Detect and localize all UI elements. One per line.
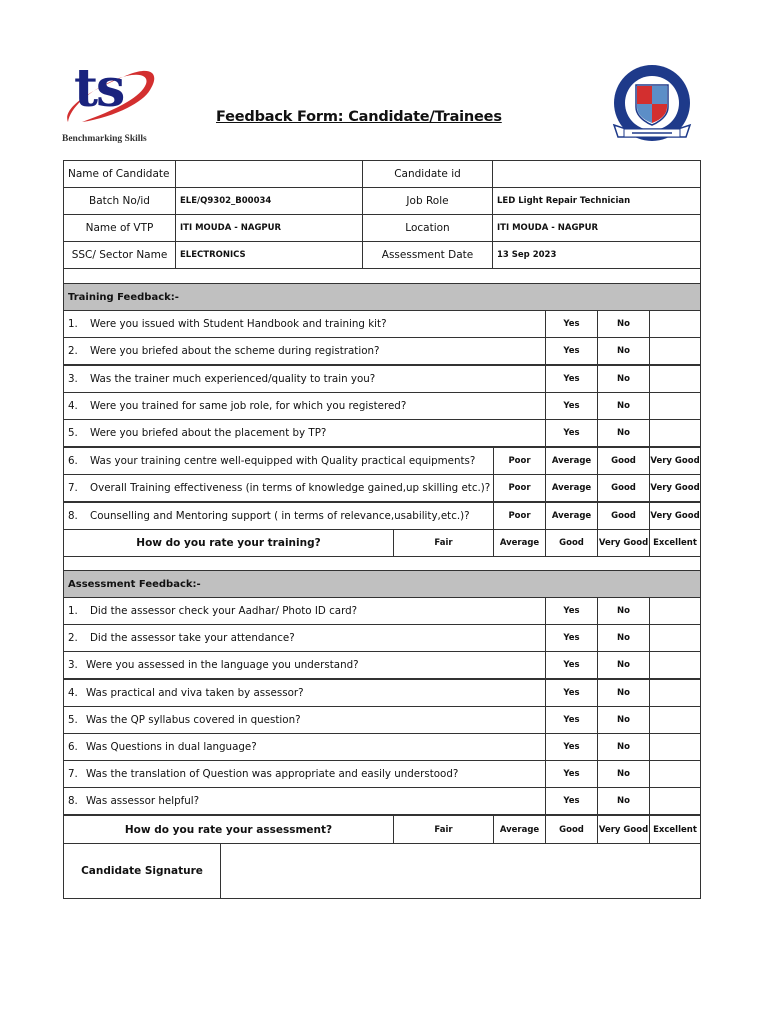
question-number: 1. [68, 318, 78, 330]
info-value-field[interactable]: 13 Sep 2023 [492, 241, 701, 269]
question-label: Was assessor helpful? [86, 795, 200, 807]
rating-question-training: How do you rate your training? [63, 529, 394, 557]
option-average[interactable]: Average [545, 502, 598, 530]
option-no[interactable]: No [597, 365, 650, 393]
option-yes[interactable]: Yes [545, 597, 598, 625]
option-yes[interactable]: Yes [545, 679, 598, 707]
option-no[interactable]: No [597, 392, 650, 420]
question-text [63, 365, 546, 393]
question-label: Was Questions in dual language? [86, 741, 257, 753]
answer-box[interactable] [649, 787, 701, 815]
info-label: Name of VTP [63, 214, 176, 242]
option-average[interactable]: Average [545, 447, 598, 475]
signature-field[interactable] [220, 843, 701, 899]
question-number: 4. [68, 400, 78, 412]
answer-box[interactable] [649, 365, 701, 393]
option-no[interactable]: No [597, 310, 650, 338]
option-no[interactable]: No [597, 733, 650, 761]
question-label: Was your training centre well-equipped with Quality practical equipments? [90, 455, 476, 467]
question-label: Did the assessor take your attendance? [90, 632, 295, 644]
answer-box[interactable] [649, 310, 701, 338]
question-label: Was the QP syllabus covered in question? [86, 714, 301, 726]
answer-box[interactable] [649, 337, 701, 365]
question-label: Overall Training effectiveness (in terms of knowledge gained,up skilling etc.)? [90, 482, 491, 494]
info-label: Candidate id [362, 160, 493, 188]
question-text [63, 447, 494, 475]
answer-box[interactable] [649, 679, 701, 707]
question-text [63, 392, 546, 420]
question-text [63, 502, 494, 530]
question-number: 2. [68, 345, 78, 357]
rating-average[interactable]: Average [493, 815, 546, 844]
question-number: 3. [68, 373, 78, 385]
option-no[interactable]: No [597, 706, 650, 734]
option-yes[interactable]: Yes [545, 760, 598, 788]
logo-text: ts [74, 58, 124, 119]
question-number: 5. [68, 427, 78, 439]
rating-fair[interactable]: Fair [393, 815, 494, 844]
question-label: Did the assessor check your Aadhar/ Photo ID card? [90, 605, 358, 617]
info-label: Name of Candidate [63, 160, 176, 188]
question-text [63, 474, 494, 502]
rating-excellent[interactable]: Excellent [649, 815, 701, 844]
option-good[interactable]: Good [597, 502, 650, 530]
question-number: 2. [68, 632, 78, 644]
question-number: 6. [68, 741, 78, 753]
info-value-field[interactable] [492, 160, 701, 188]
option-no[interactable]: No [597, 760, 650, 788]
info-value-field[interactable]: ELE/Q9302_B00034 [175, 187, 363, 215]
rating-very-good[interactable]: Very Good [597, 529, 650, 557]
question-number: 7. [68, 768, 78, 780]
question-label: Was practical and viva taken by assessor? [86, 687, 304, 699]
info-value-field[interactable] [175, 160, 363, 188]
answer-box[interactable] [649, 624, 701, 652]
option-yes[interactable]: Yes [545, 733, 598, 761]
rating-good[interactable]: Good [545, 529, 598, 557]
ts-benchmarking-skills-logo [60, 60, 160, 150]
answer-box[interactable] [649, 392, 701, 420]
question-number: 6. [68, 455, 78, 467]
question-text [63, 597, 546, 625]
question-text [63, 337, 546, 365]
option-no[interactable]: No [597, 679, 650, 707]
question-number: 8. [68, 795, 78, 807]
option-average[interactable]: Average [545, 474, 598, 502]
answer-box[interactable] [649, 760, 701, 788]
option-poor[interactable]: Poor [493, 447, 546, 475]
option-no[interactable]: No [597, 624, 650, 652]
seal-emblem-icon [604, 63, 700, 149]
section-heading-training: Training Feedback:- [63, 283, 701, 311]
question-label: Were you briefed about the placement by TP? [90, 427, 327, 439]
option-poor[interactable]: Poor [493, 502, 546, 530]
question-text [63, 733, 546, 761]
question-number: 4. [68, 687, 78, 699]
question-label: Was the trainer much experienced/quality to train you? [90, 373, 376, 385]
answer-box[interactable] [649, 706, 701, 734]
page-title: Feedback Form: Candidate/Trainees [216, 109, 502, 125]
question-label: Counselling and Mentoring support ( in terms of relevance,usability,etc.)? [90, 510, 470, 522]
question-number: 5. [68, 714, 78, 726]
option-no[interactable]: No [597, 597, 650, 625]
question-text [63, 624, 546, 652]
info-value-field[interactable]: ITI MOUDA - NAGPUR [175, 214, 363, 242]
option-very-good[interactable]: Very Good [649, 502, 701, 530]
option-yes[interactable]: Yes [545, 651, 598, 679]
option-very-good[interactable]: Very Good [649, 474, 701, 502]
question-label: Were you briefed about the scheme during registration? [90, 345, 380, 357]
institution-seal-logo [604, 63, 700, 149]
question-label: Were you issued with Student Handbook and training kit? [90, 318, 387, 330]
info-label: Job Role [362, 187, 493, 215]
question-number: 8. [68, 510, 78, 522]
answer-box[interactable] [649, 419, 701, 447]
rating-average[interactable]: Average [493, 529, 546, 557]
question-label: Were you assessed in the language you understand? [86, 659, 359, 671]
question-text [63, 706, 546, 734]
rating-very-good[interactable]: Very Good [597, 815, 650, 844]
section-heading-assessment: Assessment Feedback:- [63, 570, 701, 598]
option-yes[interactable]: Yes [545, 392, 598, 420]
question-text [63, 419, 546, 447]
option-good[interactable]: Good [597, 474, 650, 502]
info-label: Batch No/id [63, 187, 176, 215]
logo-tagline: Benchmarking Skills [62, 134, 147, 144]
info-label: SSC/ Sector Name [63, 241, 176, 269]
question-text [63, 760, 546, 788]
info-value-field[interactable]: ITI MOUDA - NAGPUR [492, 214, 701, 242]
option-no[interactable]: No [597, 651, 650, 679]
question-text [63, 651, 546, 679]
option-yes[interactable]: Yes [545, 337, 598, 365]
option-yes[interactable]: Yes [545, 365, 598, 393]
answer-box[interactable] [649, 733, 701, 761]
option-yes[interactable]: Yes [545, 787, 598, 815]
option-very-good[interactable]: Very Good [649, 447, 701, 475]
question-label: Was the translation of Question was appropriate and easily understood? [86, 768, 459, 780]
option-yes[interactable]: Yes [545, 706, 598, 734]
option-poor[interactable]: Poor [493, 474, 546, 502]
signature-label: Candidate Signature [63, 843, 221, 899]
option-yes[interactable]: Yes [545, 419, 598, 447]
question-text [63, 787, 546, 815]
option-no[interactable]: No [597, 419, 650, 447]
option-no[interactable]: No [597, 787, 650, 815]
answer-box[interactable] [649, 651, 701, 679]
rating-good[interactable]: Good [545, 815, 598, 844]
info-value-field[interactable]: ELECTRONICS [175, 241, 363, 269]
question-text [63, 310, 546, 338]
option-no[interactable]: No [597, 337, 650, 365]
question-number: 1. [68, 605, 78, 617]
spacer-row [63, 268, 701, 284]
info-label: Assessment Date [362, 241, 493, 269]
info-value-field[interactable]: LED Light Repair Technician [492, 187, 701, 215]
rating-fair[interactable]: Fair [393, 529, 494, 557]
question-number: 3. [68, 659, 78, 671]
question-number: 7. [68, 482, 78, 494]
rating-excellent[interactable]: Excellent [649, 529, 701, 557]
info-label: Location [362, 214, 493, 242]
option-yes[interactable]: Yes [545, 624, 598, 652]
spacer-row [63, 556, 701, 571]
question-text [63, 679, 546, 707]
option-yes[interactable]: Yes [545, 310, 598, 338]
rating-question-assessment: How do you rate your assessment? [63, 815, 394, 844]
answer-box[interactable] [649, 597, 701, 625]
option-good[interactable]: Good [597, 447, 650, 475]
question-label: Were you trained for same job role, for which you registered? [90, 400, 407, 412]
